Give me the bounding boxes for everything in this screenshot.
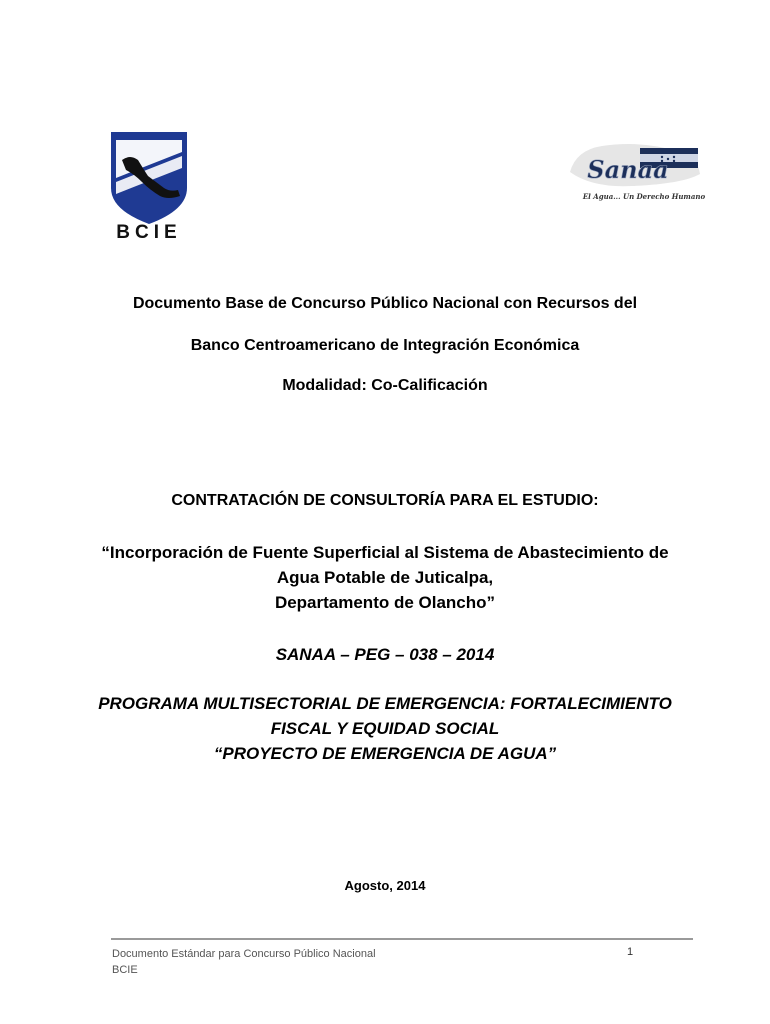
process-code: SANAA – PEG – 038 – 2014: [275, 645, 495, 664]
study-heading: CONTRATACIÓN DE CONSULTORÍA PARA EL ESTUDIO:: [171, 492, 599, 509]
program-line-3: “PROYECTO DE EMERGENCIA DE AGUA”: [213, 744, 557, 763]
study-title-line-3: Departamento de Olancho”: [274, 593, 496, 612]
footer-line-2: BCIE: [112, 964, 138, 976]
sanaa-wordmark: Sanaa: [587, 155, 669, 184]
program-line-2: FISCAL Y EQUIDAD SOCIAL: [270, 719, 500, 738]
header-line-2: Banco Centroamericano de Integración Económica: [190, 337, 580, 354]
sanaa-tagline: El Agua... Un Derecho Humano: [582, 192, 706, 201]
sanaa-logo: [562, 138, 706, 204]
document-date: Agosto, 2014: [344, 878, 426, 893]
study-title-line-2: Agua Potable de Juticalpa,: [276, 568, 494, 587]
bcie-wordmark: BCIE: [116, 222, 182, 242]
program-line-1: PROGRAMA MULTISECTORIAL DE EMERGENCIA: FORTALECIMIENTO: [98, 694, 672, 713]
footer-line-1: Documento Estándar para Concurso Público Nacional: [112, 948, 376, 960]
header-line-1: Documento Base de Concurso Público Nacional con Recursos del: [132, 295, 638, 312]
modality-line: Modalidad: Co-Calificación: [282, 377, 488, 394]
bcie-logo: [108, 130, 190, 242]
page-number: 1: [627, 946, 634, 958]
footer-text: [112, 946, 376, 978]
footer-divider: [111, 938, 693, 940]
study-title-line-1: “Incorporación de Fuente Superficial al Sistema de Abastecimiento de: [101, 543, 669, 562]
